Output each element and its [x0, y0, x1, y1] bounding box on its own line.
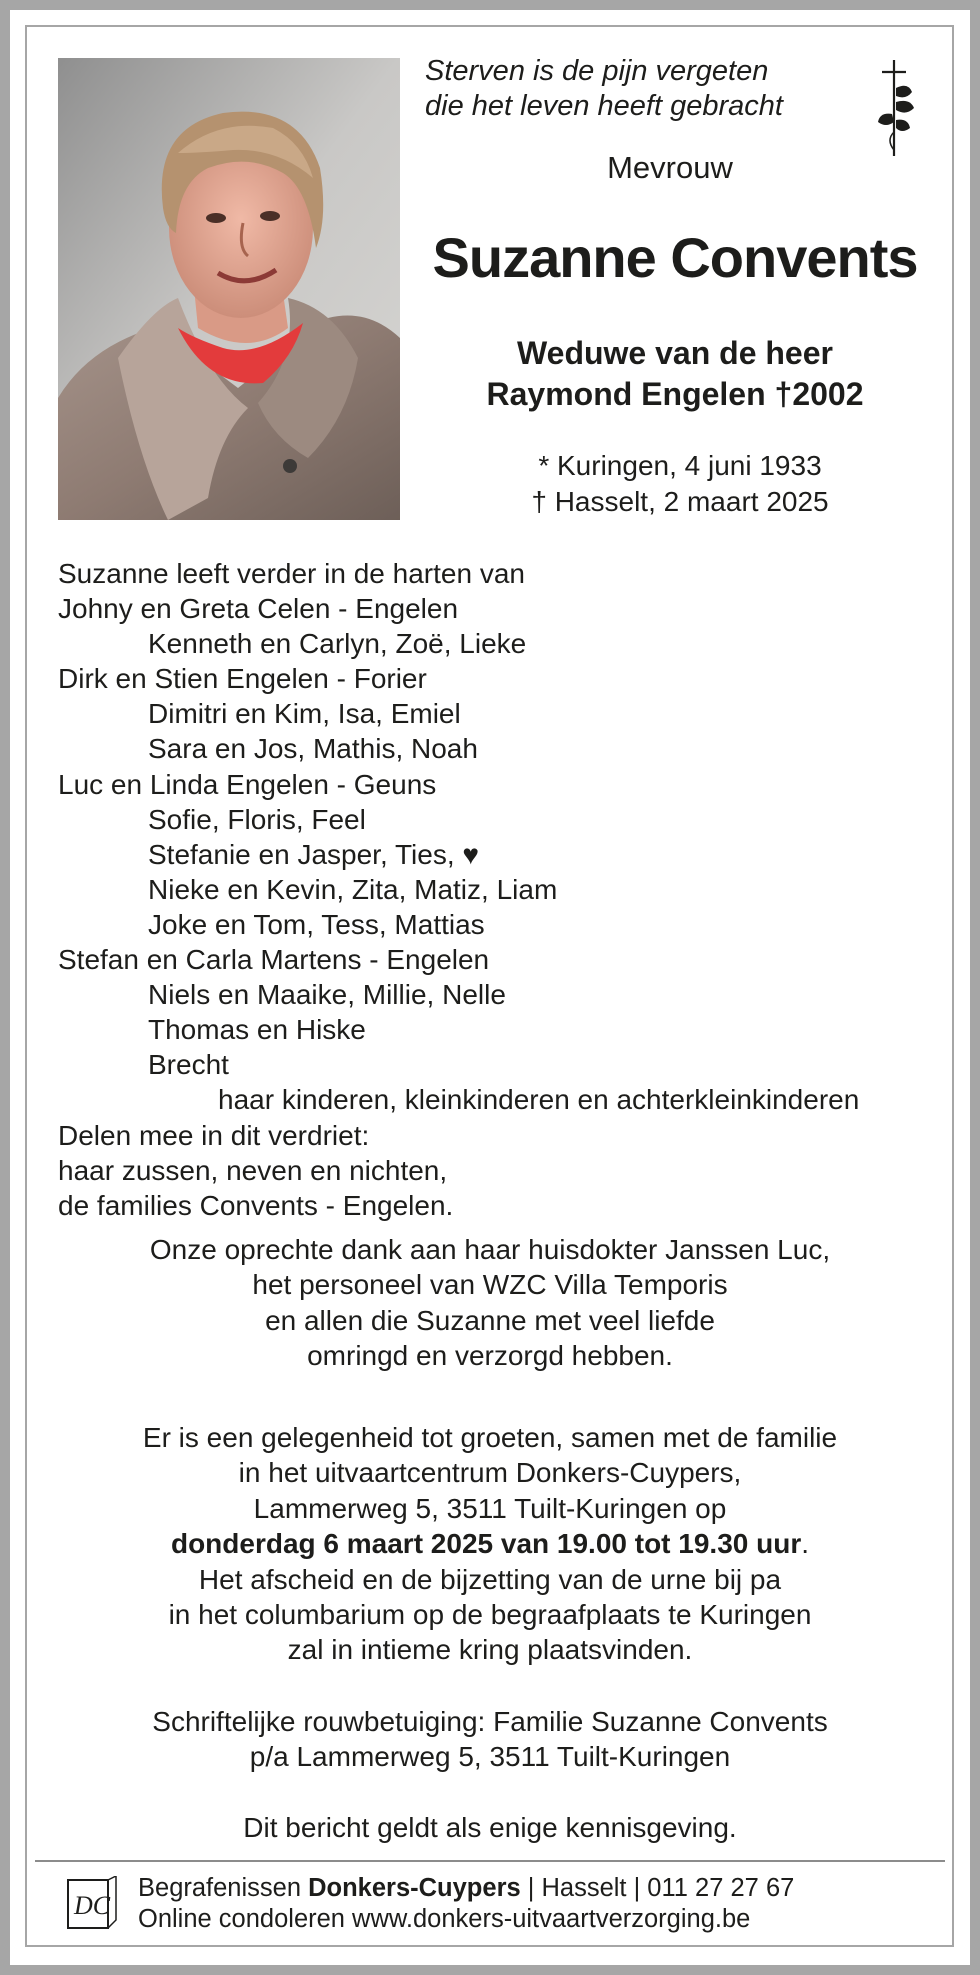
family-line: Delen mee in dit verdriet:: [58, 1119, 370, 1151]
thanks-block: [0, 1232, 980, 1374]
written-condolence: [0, 1704, 980, 1775]
footer-online: Online condoleren www.donkers-uitvaartverzorging.be: [138, 1905, 751, 1933]
visitation-date-bold: donderdag 6 maart 2025 van 19.00 tot 19.30 uur: [170, 1528, 802, 1560]
thanks-line: omringd en verzorgd hebben.: [307, 1340, 673, 1372]
footer-details: | Hasselt | 011 27 27 67: [520, 1874, 795, 1902]
family-line: haar zussen, neven en nichten,: [58, 1154, 448, 1186]
visitation-line: Lammerweg 5, 3511 Tuilt-Kuringen op: [253, 1492, 727, 1524]
family-line: Johny en Greta Celen - Engelen: [58, 593, 459, 625]
visitation-date: [0, 1526, 980, 1561]
family-line: Kenneth en Carlyn, Zoë, Lieke: [148, 628, 527, 660]
dc-logo-icon: [66, 1876, 118, 1932]
family-line: de families Convents - Engelen.: [58, 1189, 454, 1221]
logo-text: DC: [74, 1891, 111, 1920]
footer-prefix: Begrafenissen: [138, 1874, 309, 1902]
family-line: Brecht: [148, 1049, 229, 1081]
deceased-name: Suzanne Convents: [432, 226, 918, 289]
condolence-line: Schriftelijke rouwbetuiging: Familie Suzanne Convents: [152, 1706, 828, 1737]
family-line: Dimitri en Kim, Isa, Emiel: [148, 698, 461, 730]
condolence-address: p/a Lammerweg 5, 3511 Tuilt-Kuringen: [249, 1741, 731, 1773]
life-dates: [460, 448, 900, 520]
visitation-line: zal in intieme kring plaatsvinden.: [287, 1634, 693, 1666]
visitation-date-suffix: .: [801, 1528, 810, 1560]
family-line: Niels en Maaike, Millie, Nelle: [148, 979, 506, 1011]
thanks-line: Onze oprechte dank aan haar huisdokter Janssen Luc,: [149, 1234, 831, 1265]
visitation-block: [0, 1420, 980, 1668]
family-list: [58, 556, 859, 1223]
title-prefix: Mevrouw: [607, 150, 733, 185]
motto-line-2: die het leven heeft gebracht: [425, 90, 783, 122]
footer-line-1: [138, 1873, 794, 1904]
family-line: Joke en Tom, Tess, Mattias: [148, 908, 485, 940]
widow-line-2: Raymond Engelen †2002: [486, 376, 864, 412]
family-line: Stefan en Carla Martens - Engelen: [58, 944, 490, 976]
family-line: Luc en Linda Engelen - Geuns: [58, 768, 437, 800]
family-line: Thomas en Hiske: [148, 1014, 366, 1046]
footer-company: Donkers-Cuypers: [308, 1874, 521, 1902]
family-line: Sara en Jos, Mathis, Noah: [148, 733, 478, 765]
widow-line-1: Weduwe van de heer: [517, 335, 833, 371]
visitation-line: in het columbarium op de begraafplaats te Kuringen: [168, 1599, 812, 1631]
family-line: haar kinderen, kleinkinderen en achterkleinkinderen: [218, 1084, 860, 1116]
thanks-line: en allen die Suzanne met veel liefde: [265, 1304, 715, 1336]
motto-line-1: Sterven is de pijn vergeten: [425, 55, 769, 87]
visitation-line: Er is een gelegenheid tot groeten, samen met de familie: [142, 1422, 838, 1453]
cross-with-flowers-icon: [872, 58, 918, 158]
family-intro: Suzanne leeft verder in de harten van: [58, 558, 525, 589]
thanks-line: het personeel van WZC Villa Temporis: [252, 1269, 728, 1301]
visitation-line: Het afscheid en de bijzetting van de urne bij pa: [198, 1563, 782, 1595]
motto: [425, 54, 783, 124]
portrait-photo: [58, 58, 400, 520]
notice-text: Dit bericht geldt als enige kennisgeving.: [243, 1812, 737, 1843]
widow-statement: [410, 333, 940, 415]
funeral-home-footer: [138, 1873, 794, 1935]
family-line: Stefanie en Jasper, Ties, ♥: [148, 838, 480, 870]
family-line: Sofie, Floris, Feel: [148, 803, 366, 835]
death-date: † Hasselt, 2 maart 2025: [531, 486, 829, 517]
footer-divider: [35, 1860, 945, 1862]
visitation-line: in het uitvaartcentrum Donkers-Cuypers,: [238, 1457, 742, 1489]
birth-date: * Kuringen, 4 juni 1933: [538, 450, 822, 481]
family-line: Dirk en Stien Engelen - Forier: [58, 663, 427, 695]
family-line: Nieke en Kevin, Zita, Matiz, Liam: [148, 873, 558, 905]
